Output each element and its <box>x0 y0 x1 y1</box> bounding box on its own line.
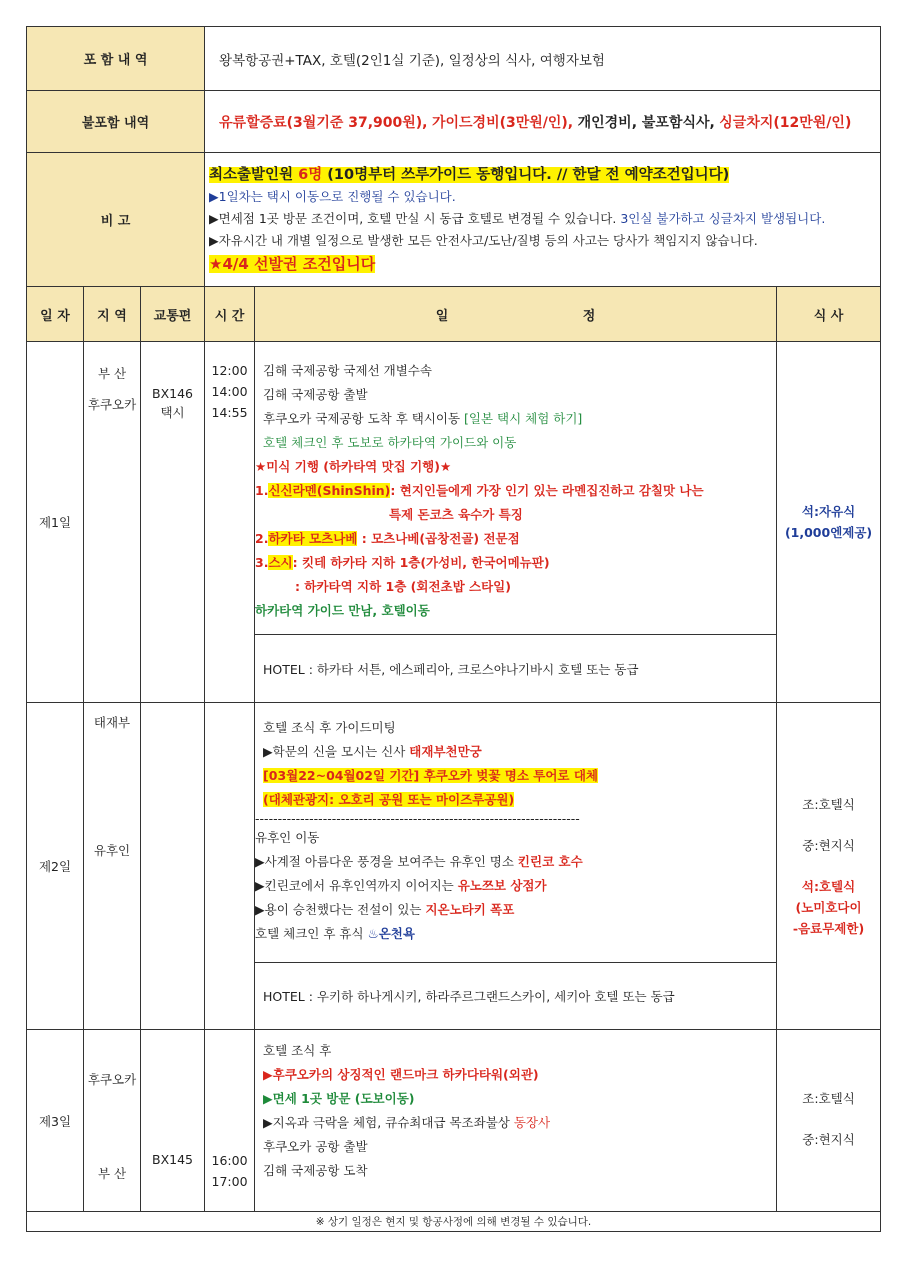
day3-meal: 조:호텔식 중:현지식 <box>777 1030 881 1212</box>
min-people-count: 6명 <box>298 166 323 183</box>
excludes-personal: 개인경비, 불포함식사, <box>577 114 715 131</box>
header-meal: 식 사 <box>777 287 881 342</box>
excludes-text <box>205 91 881 153</box>
day1-meal: 석:자유식 (1,000엔제공) <box>777 342 881 703</box>
day1-row <box>27 342 881 635</box>
day2-transport <box>141 703 205 1030</box>
day2-row <box>27 703 881 963</box>
day2-schedule: 호텔 조식 후 가이드미팅 ▶학문의 신을 모시는 신사 태재부천만궁 [03월22~04월02일 기간] 후쿠오카 벚꽃 명소 투어로 대체 (대체관광지: 오호리 공원 또는 마이즈루공원) ------------------------------------------------------------------------ 유후인 이동 ▶사계절 아름다운 풍경을 보여주는 유후인 명소 킨린코 호수 ▶킨린코에서 유후인역까지 이어지는 유노쯔보 상점가 ▶용이 승천했다는 전설이 있는 지온노타키 폭포 호텔 체크인 후 휴식 ♨온천욕 <box>255 703 777 963</box>
excludes-label: 불포함 내역 <box>27 91 205 153</box>
excludes-single: 싱글차지(12만원/인) <box>719 114 852 131</box>
itinerary-document <box>26 26 880 1232</box>
includes-row <box>27 27 881 91</box>
remark-note-4: ★4/4 선발권 조건입니다 <box>209 254 376 273</box>
day3-label: 제3일 <box>27 1030 84 1212</box>
footer-note: ※ 상기 일정은 현지 및 항공사정에 의해 변경될 수 있습니다. <box>27 1212 881 1232</box>
excludes-fuel: 유류할증료(3월기준 37,900원), <box>219 114 428 131</box>
day3-transport: BX145 <box>141 1030 205 1212</box>
remark-note-3: ▶자유시간 내 개별 일정으로 발생한 모든 안전사고/도난/질병 등의 사고는 당사가 책임지지 않습니다. <box>209 232 758 248</box>
header-schedule: 일 정 <box>255 287 777 342</box>
day2-meal: 조:호텔식 중:현지식 석:호텔식 (노미호다이 -음료무제한) <box>777 703 881 1030</box>
remark-note-1: ▶1일차는 택시 이동으로 진행될 수 있습니다. <box>209 188 456 204</box>
header-day: 일 자 <box>27 287 84 342</box>
day1-transport: BX146 택시 <box>141 342 205 703</box>
remark-note-2: ▶면세점 1곳 방문 조건이며, 호텔 만실 시 동급 호텔로 변경될 수 있습니다. 3인실 불가하고 싱글차지 발생됩니다. <box>209 210 826 226</box>
schedule-header-row <box>27 287 881 342</box>
day1-times: 12:00 14:00 14:55 <box>205 342 255 703</box>
day1-schedule: 김해 국제공항 국제선 개별수속 김해 국제공항 출발 후쿠오카 국제공항 도착 후 택시이동 [일본 택시 체험 하기] 호텔 체크인 후 도보로 하카타역 가이드와 이동 ★미식 기행 (하카타역 맛집 기행)★ 1.신신라멘(ShinShin): 현지인들에게 가장 인기 있는 라멘집진하고 감칠맛 나는 특제 돈코츠 육수가 특징 2.하카타 모츠나베 : 모츠나베(곱창전골) 전문점 3.스시: 킷테 하카타 지하 1층(가성비, 한국어메뉴판) : 하카타역 지하 1층 (회전초밥 스타일) 하카타역 가이드 만남, 호텔이동 <box>255 342 777 635</box>
day2-hotel: HOTEL : 우키하 하나게시키, 하라주르그랜드스카이, 세키아 호텔 또는 동급 <box>255 963 777 1030</box>
remarks-row <box>27 153 881 287</box>
day3-row <box>27 1030 881 1212</box>
header-region: 지 역 <box>84 287 141 342</box>
includes-text: 왕복항공권+TAX, 호텔(2인1실 기준), 일정상의 식사, 여행자보험 <box>205 27 881 91</box>
day3-times: 16:00 17:00 <box>205 1030 255 1212</box>
header-time: 시 간 <box>205 287 255 342</box>
day1-region: 부 산 후쿠오카 <box>84 342 141 703</box>
day1-hotel: HOTEL : 하카타 서튼, 에스페리아, 크로스야나기바시 호텔 또는 동급 <box>255 635 777 703</box>
day1-label: 제1일 <box>27 342 84 703</box>
remarks-label: 비 고 <box>27 153 205 287</box>
day2-label: 제2일 <box>27 703 84 1030</box>
remarks-content <box>205 153 881 287</box>
min-people-line: 최소출발인원 6명 (10명부터 쓰루가이드 동행입니다. // 한달 전 예약조건입니다) <box>209 166 730 183</box>
includes-label: 포 함 내 역 <box>27 27 205 91</box>
excludes-guide: 가이드경비(3만원/인), <box>431 114 574 131</box>
hot-spring-icon: ♨온천욕 <box>367 926 415 941</box>
footer-row <box>27 1212 881 1232</box>
itinerary-table <box>26 26 881 1232</box>
excludes-row <box>27 91 881 153</box>
day2-region: 태재부 유후인 <box>84 703 141 1030</box>
day2-times <box>205 703 255 1030</box>
day3-region: 후쿠오카 부 산 <box>84 1030 141 1212</box>
day3-schedule: 호텔 조식 후 ▶후쿠오카의 상징적인 랜드마크 하카다타워(외관) ▶면세 1곳 방문 (도보이동) ▶지옥과 극락을 체험, 큐슈최대급 목조좌불상 동장사 후쿠오카 공항 출발 김해 국제공항 도착 <box>255 1030 777 1212</box>
header-transport: 교통편 <box>141 287 205 342</box>
